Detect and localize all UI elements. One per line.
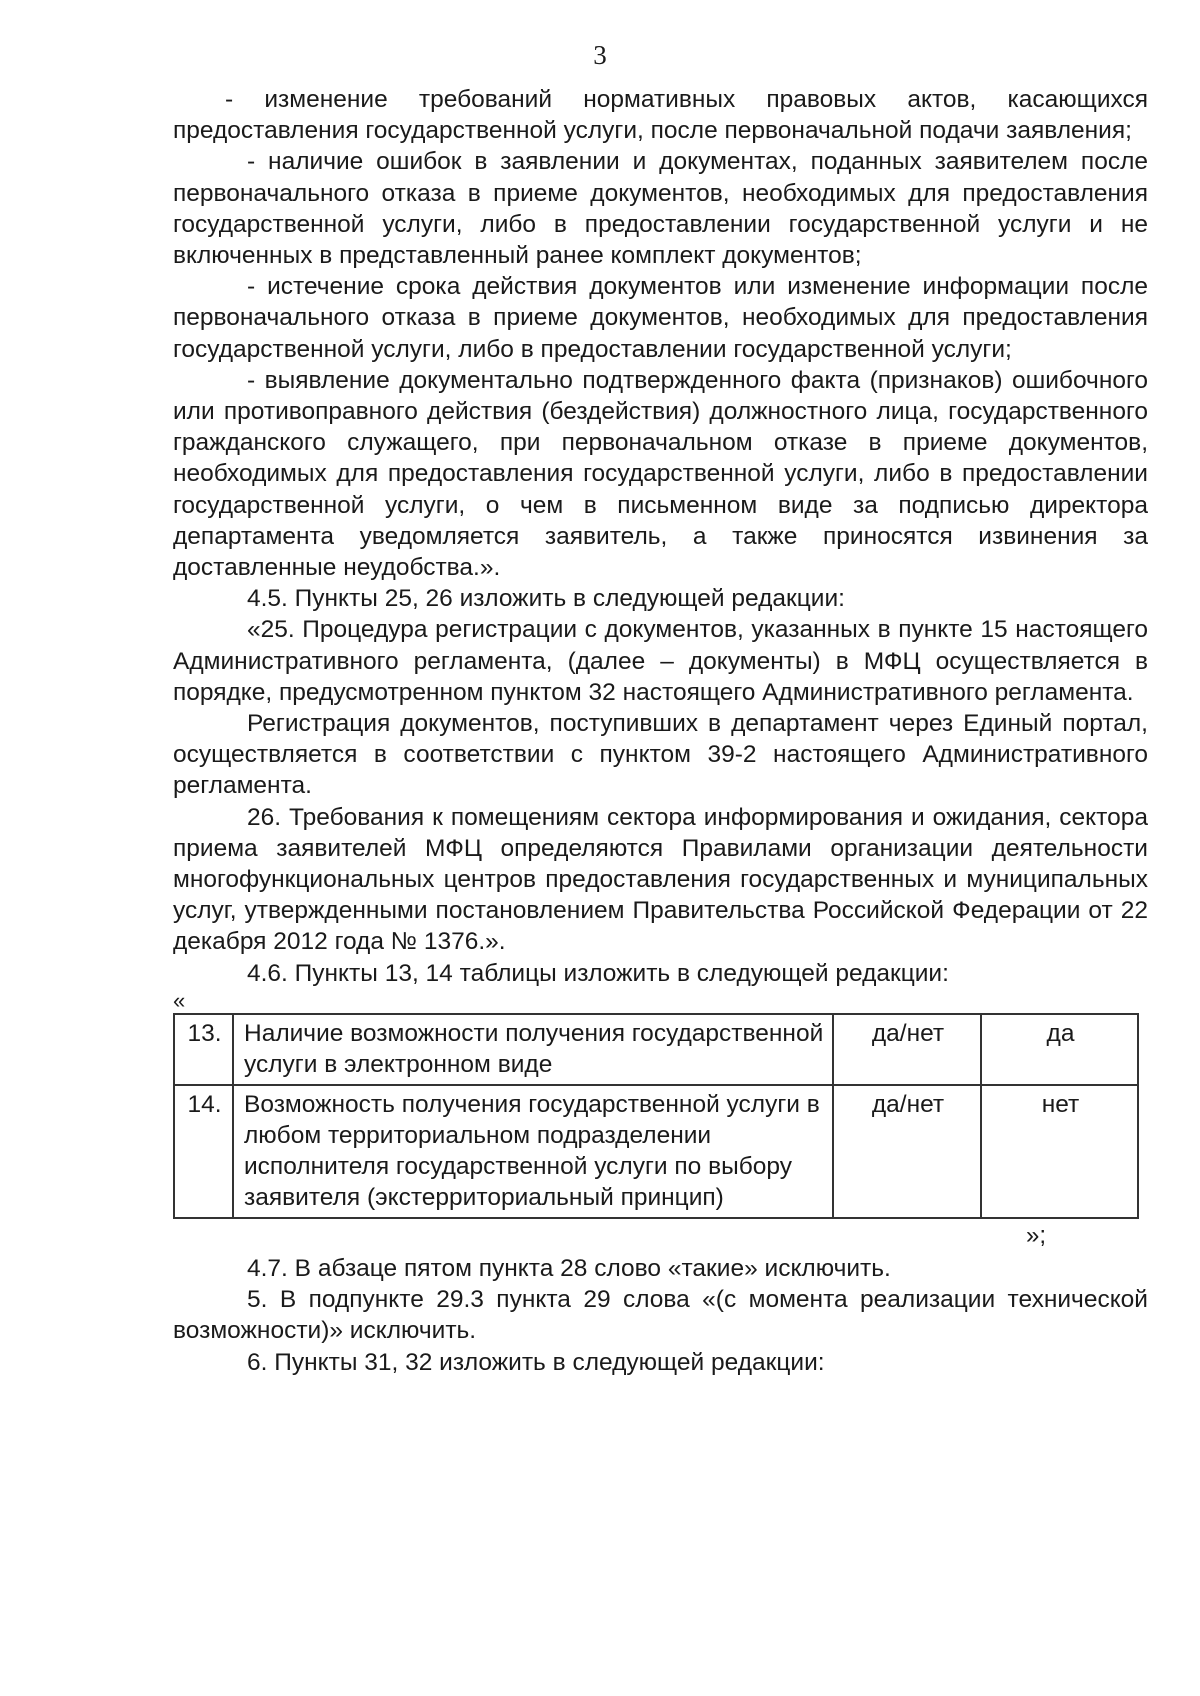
paragraph: 4.6. Пункты 13, 14 таблицы изложить в следующей редакции: (247, 959, 949, 987)
row-indicator-type: да/нет (833, 1014, 981, 1085)
paragraph: 4.5. Пункты 25, 26 изложить в следующей редакции: (247, 585, 845, 613)
table-row (174, 1085, 1138, 1218)
paragraph: 5. В подпункте 29.3 пункта 29 слова «(с момента реализации технической возможности)» исключить. (173, 1286, 1148, 1345)
page-number: 3 (593, 40, 607, 70)
row-number: 14. (174, 1085, 233, 1218)
table-row (174, 1014, 1138, 1085)
row-description: Наличие возможности получения государственной услуги в электронном виде (233, 1014, 833, 1085)
document-body (173, 84, 1148, 1378)
row-number: 13. (174, 1014, 233, 1085)
row-value: нет (981, 1085, 1138, 1218)
paragraph: - выявление документально подтвержденного факта (признаков) ошибочного или противоправного действия (бездействия) должностного лица, государственного гражданского служащего, при первоначальном отказе в приеме документов, необходимых для предоставления государственной услуги, либо в предоставлении государственной услуги, о чем в письменном виде за подписью директора департамента уведомляется заявитель, а также приносятся извинения за доставленные неудобства.». (173, 366, 1148, 582)
amendment-table (173, 1013, 1139, 1219)
row-description: Возможность получения государственной услуги в любом территориальном подразделении исполнителя государственной услуги по выбору заявителя (экстерриториальный принцип) (233, 1085, 833, 1218)
paragraph: 4.7. В абзаце пятом пункта 28 слово «такие» исключить. (247, 1254, 891, 1282)
paragraph: «25. Процедура регистрации с документов, указанных в пункте 15 настоящего Административного регламента, (далее – документы) в МФЦ осуществляется в порядке, предусмотренном пунктом 32 настоящего Административного регламента. (173, 616, 1148, 706)
paragraph: - истечение срока действия документов или изменение информации после первоначального отказа в приеме документов, необходимых для предоставления государственной услуги, либо в предоставлении государственной услуги; (173, 273, 1148, 363)
table-close-quote: »; (1025, 1221, 1046, 1249)
row-indicator-type: да/нет (833, 1085, 981, 1218)
paragraph: 6. Пункты 31, 32 изложить в следующей редакции: (247, 1348, 825, 1376)
paragraph: Регистрация документов, поступивших в департамент через Единый портал, осуществляется в соответствии с пунктом 39-2 настоящего Административного регламента. (173, 710, 1148, 800)
row-value: да (981, 1014, 1138, 1085)
table-open-quote: « (173, 987, 186, 1013)
paragraph: 26. Требования к помещениям сектора информирования и ожидания, сектора приема заявителей МФЦ определяются Правилами организации деятельности многофункциональных центров предоставления государственных и муниципальных услуг, утвержденными постановлением Правительства Российской Федерации от 22 декабря 2012 года № 1376.». (173, 803, 1148, 956)
paragraph: - наличие ошибок в заявлении и документах, поданных заявителем после первоначального отказа в приеме документов, необходимых для предоставления государственной услуги, либо в предоставлении государственной услуги и не включенных в представленный ранее комплект документов; (173, 148, 1148, 270)
paragraph: - изменение требований нормативных правовых актов, касающихся предоставления государственной услуги, после первоначальной подачи заявления; (173, 86, 1148, 145)
